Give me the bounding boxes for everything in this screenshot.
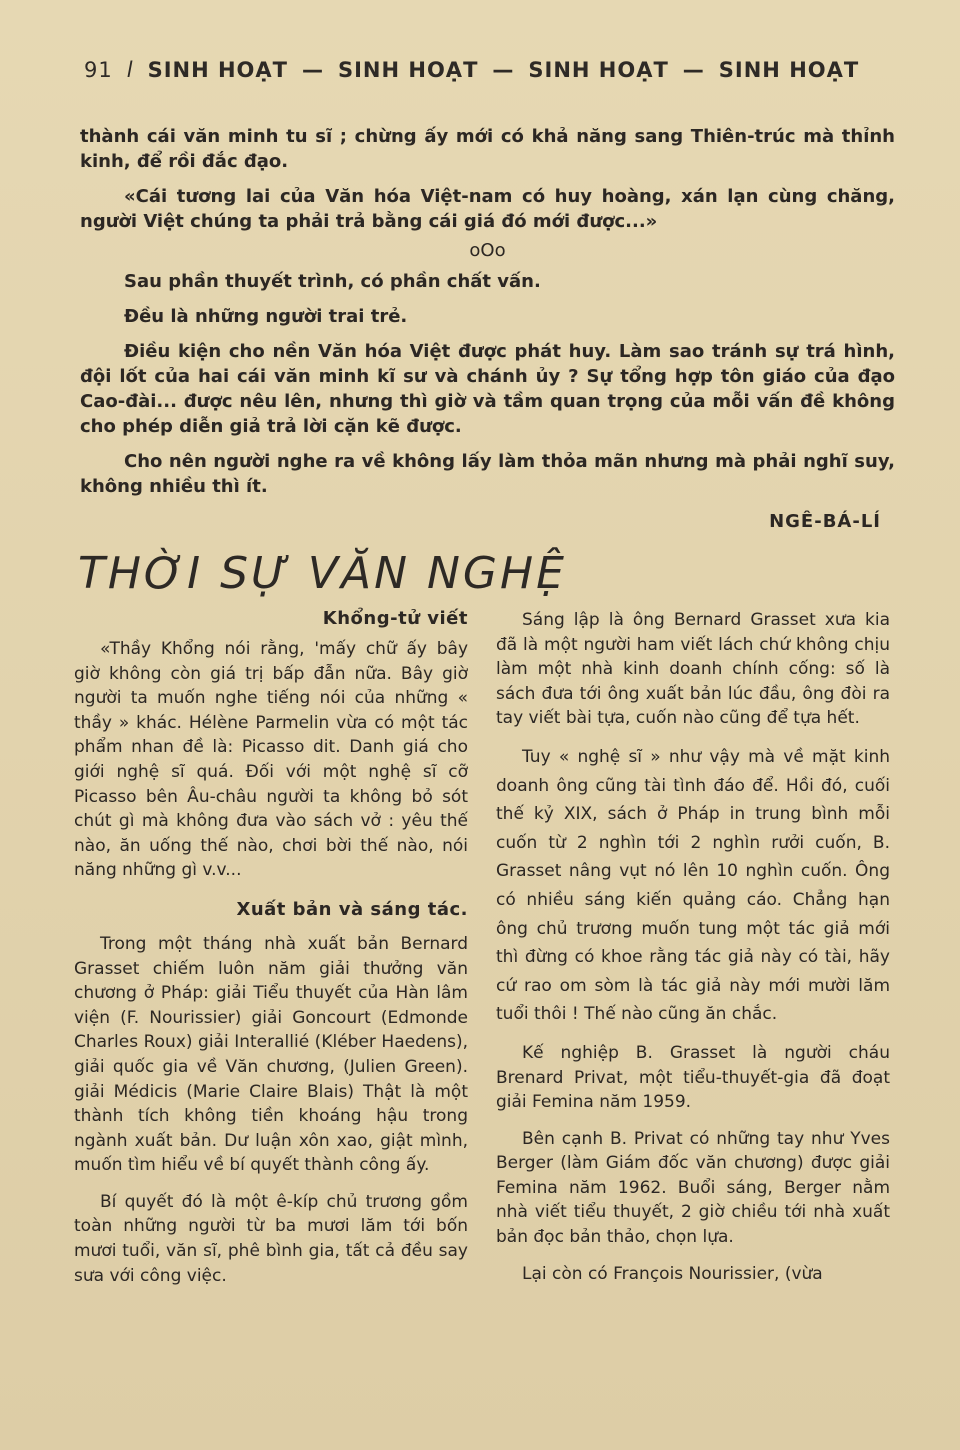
- running-header: [84, 58, 904, 82]
- paragraph: Sau phần thuyết trình, có phần chất vấn.: [124, 271, 541, 292]
- paragraph: Đều là những người trai trẻ.: [124, 306, 408, 327]
- paragraph: Sáng lập là ông Bernard Grasset xưa kia đã là một người ham viết lách chứ không chịu làm một nhà kinh doanh chính cống: số là sách đưa tới ông xuất bản lúc đầu, ông đòi ra tay viết bài tựa, cuốn nào cũng để tựa hết.: [496, 610, 890, 729]
- header-item: SINH HOẠT: [528, 58, 669, 82]
- paragraph: Bên cạnh B. Privat có những tay như Yves Berger (làm Giám đốc văn chương) được giải Femina năm 1962. Buổi sáng, Berger nằm nhà viết tiểu thuyết, 2 giờ chiều tới nhà xuất bản đọc bản thảo, chọn lựa.: [496, 1128, 890, 1248]
- author-signature: NGÊ-BÁ-LÍ: [769, 511, 881, 532]
- paragraph: thành cái văn minh tu sĩ ; chừng ấy mới có khả năng sang Thiên-trúc mà thỉnh kinh, để rồi đắc đạo.: [80, 126, 895, 172]
- paragraph: Kế nghiệp B. Grasset là người cháu Brenard Privat, một tiểu-thuyết-gia đã đoạt giải Femina năm 1959.: [496, 1042, 890, 1113]
- header-dash: —: [492, 58, 515, 82]
- subheading: Khổng-tử viết: [322, 608, 468, 629]
- section-title: THỜI SỰ VĂN NGHỆ: [78, 548, 567, 599]
- header-item: SINH HOẠT: [147, 58, 288, 82]
- quote-paragraph: «Cái tương lai của Văn hóa Việt-nam có huy hoàng, xán lạn cùng chăng, người Việt chúng ta phải trả bằng cái giá đó mới được...»: [80, 186, 895, 232]
- paragraph: Bí quyết đó là một ê-kíp chủ trương gồm toàn những người từ ba mươi lăm tới bốn mươi tuổi, văn sĩ, phê bình gia, tất cả đều say sưa với công việc.: [74, 1191, 468, 1286]
- paragraph: Lại còn có François Nourissier, (vừa: [522, 1263, 823, 1284]
- paragraph: «Thầy Khổng nói rằng, 'mấy chữ ấy bây giờ không còn giá trị bấp đẫn nữa. Bây giờ người ta muốn nghe tiếng nói của những « thầy » khác. Hélène Parmelin vừa có một tác phẩm nhan đề là: Picasso dit. Danh giá cho giới nghệ sĩ quá. Đối với một nghệ sĩ cỡ Picasso bên Âu-châu người ta không bỏ sót chút gì mà không đưa vào sách vở : yêu thế nào, ăn uống thế nào, chơi bời thế nào, nói năng những gì v.v...: [74, 639, 468, 881]
- header-dash: —: [301, 58, 324, 82]
- left-column: [74, 608, 468, 1288]
- header-separator: l: [126, 58, 134, 82]
- paragraph: Trong một tháng nhà xuất bản Bernard Grasset chiếm luôn năm giải thưởng văn chương ở Pháp: giải Tiểu thuyết của Hàn lâm viện (F. Nourissier) giải Goncourt (Edmonde Charles Roux) giải Interallié (Kléber Haedens), giải quốc gia về Văn chương, (Julien Green). giải Médicis (Marie Claire Blais) Thật là một thành tích không tiền khoáng hậu trong ngành xuất bản. Dư luận xôn xao, giật mình, muốn tìm hiểu về bí quyết thành công ấy.: [74, 933, 468, 1176]
- header-item: SINH HOẠT: [337, 58, 479, 82]
- header-item: SINH HOẠT: [718, 58, 860, 82]
- header-dash: —: [682, 58, 705, 82]
- paragraph: Điều kiện cho nền Văn hóa Việt được phát huy. Làm sao tránh sự trá hình, đội lốt của hai cái văn minh kĩ sư và chánh ủy ? Sự tổng hợp tôn giáo của đạo Cao-đài... được nêu lên, nhưng thì giờ và tầm quan trọng của mỗi vấn đề không cho phép diễn giả trả lời cặn kẽ được.: [80, 341, 895, 437]
- section-divider: oOo: [469, 240, 506, 261]
- lecture-report-ending: [80, 124, 895, 534]
- paragraph: Cho nên người nghe ra về không lấy làm thỏa mãn nhưng mà phải nghĩ suy, không nhiều thì ít.: [80, 451, 895, 497]
- page-number: 91: [84, 58, 113, 82]
- subheading: Xuất bản và sáng tác.: [236, 898, 468, 920]
- right-column: [496, 608, 890, 1286]
- paragraph: Tuy « nghệ sĩ » như vậy mà về mặt kinh doanh ông cũng tài tình đáo để. Hồi đó, cuối thế kỷ XIX, sách ở Pháp in trung bình mỗi cuốn từ 2 nghìn tới 2 nghìn rưởi cuốn, B. Grasset nâng vụt nó lên 10 nghìn cuốn. Ông có nhiều sáng kiến quảng cáo. Chẳng hạn ông chủ trương muốn tung một tác giả mới thì đừng có khoe rằng tác giả này có tài, hãy cứ rao om sòm là tác giả này mới mười lăm tuổi thôi ! Thế nào cũng ăn chắc.: [496, 746, 890, 1025]
